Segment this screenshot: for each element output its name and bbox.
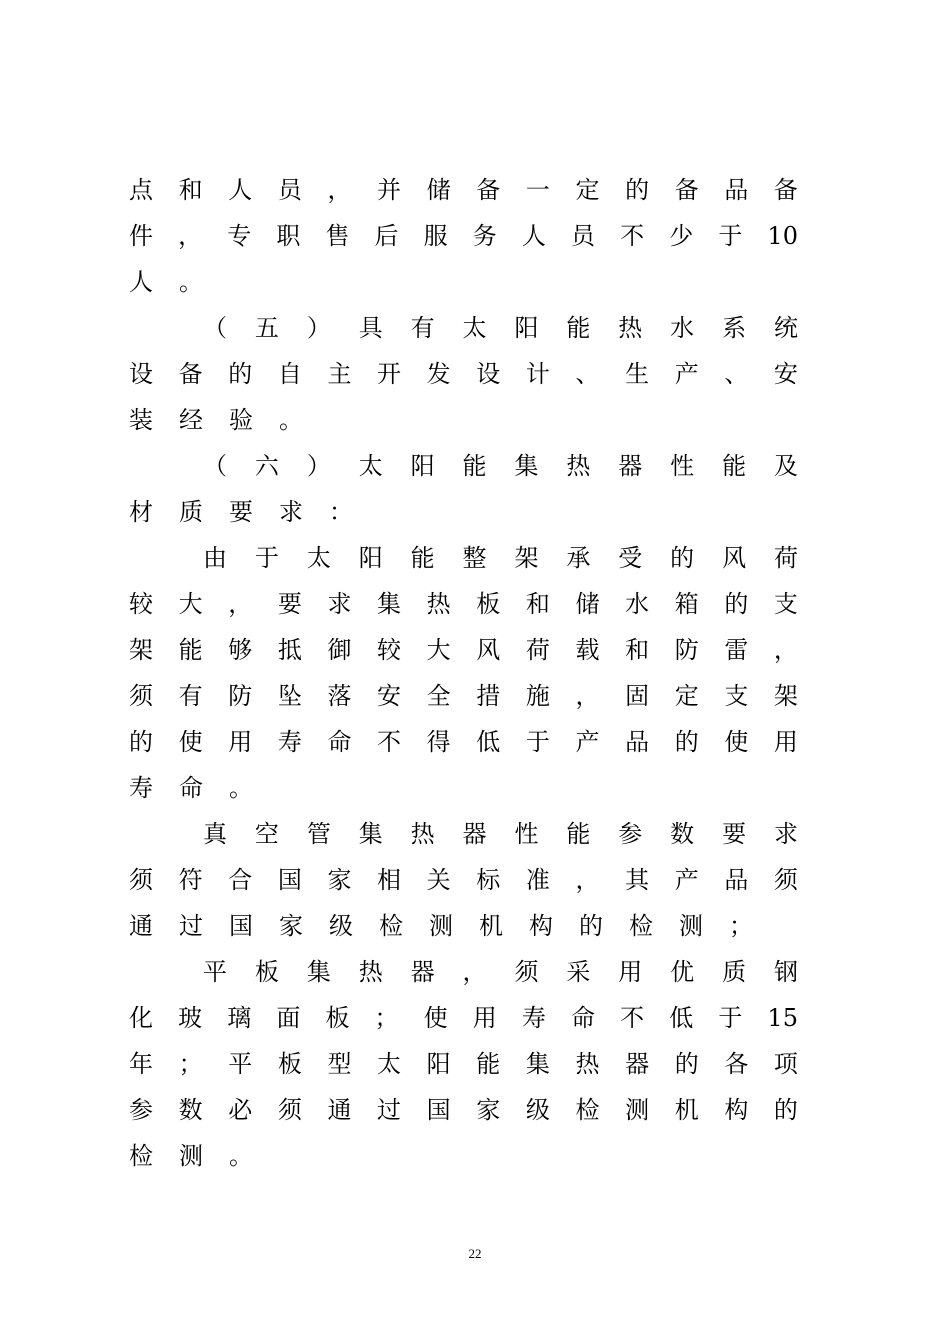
text-line: 通 过 国 家 级 检 测 机 构 的 检 测 ；: [129, 912, 753, 940]
text-line: 须 符 合 国 家 相 关 标 准 ， 其 产 品 须: [129, 866, 798, 894]
text-line: （ 六 ） 太 阳 能 集 热 器 性 能 及: [203, 452, 798, 480]
text-line: 设 备 的 自 主 开 发 设 计 、 生 产 、 安: [129, 360, 798, 388]
text-line: 架 能 够 抵 御 较 大 风 荷 载 和 防 雷 ，: [129, 636, 798, 664]
text-line: 装 经 验 。: [129, 406, 303, 434]
text-line: 人 。: [129, 268, 203, 296]
text-line: 点 和 人 员 ， 并 储 备 一 定 的 备 品 备: [129, 176, 798, 204]
page-number: 22: [468, 1246, 482, 1261]
text-line: 须 有 防 坠 落 安 全 措 施 ， 固 定 支 架: [129, 682, 798, 710]
text-line: 参 数 必 须 通 过 国 家 级 检 测 机 构 的: [129, 1096, 798, 1124]
text-line: 的 使 用 寿 命 不 得 低 于 产 品 的 使 用: [129, 728, 798, 756]
text-line: 较 大 ， 要 求 集 热 板 和 储 水 箱 的 支: [129, 590, 798, 618]
text-line: 检 测 。: [129, 1142, 253, 1170]
text-line: 平 板 集 热 器 ， 须 采 用 优 质 钢: [203, 958, 798, 986]
text-line: 材 质 要 求 ：: [129, 498, 353, 526]
text-line: 件 ， 专 职 售 后 服 务 人 员 不 少 于 10: [129, 222, 798, 250]
document-body: [129, 167, 798, 1179]
text-line: （ 五 ） 具 有 太 阳 能 热 水 系 统: [203, 314, 798, 342]
text-line: 由 于 太 阳 能 整 架 承 受 的 风 荷: [203, 544, 798, 572]
text-line: 真 空 管 集 热 器 性 能 参 数 要 求: [203, 820, 798, 848]
text-line: 化 玻 璃 面 板 ； 使 用 寿 命 不 低 于 15: [129, 1004, 798, 1032]
text-line: 寿 命 。: [129, 774, 253, 802]
text-line: 年 ； 平 板 型 太 阳 能 集 热 器 的 各 项: [129, 1050, 798, 1078]
